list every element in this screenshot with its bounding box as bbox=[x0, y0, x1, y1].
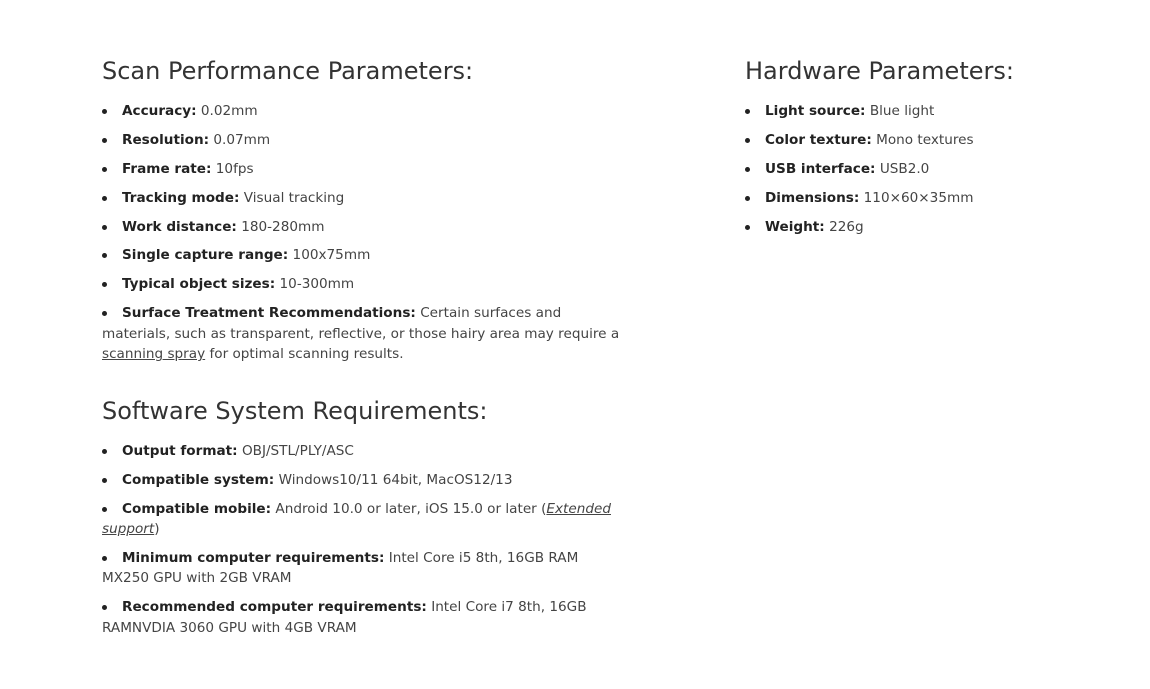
spec-label: Frame rate: bbox=[122, 160, 212, 177]
spec-label: Accuracy: bbox=[122, 103, 197, 119]
spec-label: USB interface: bbox=[765, 160, 876, 177]
spec-label: Weight: bbox=[765, 218, 825, 235]
spec-value: 226g bbox=[829, 218, 864, 235]
spec-label: Compatible mobile: bbox=[122, 500, 272, 517]
list-item-resolution bbox=[102, 130, 622, 151]
spec-label: Work distance: bbox=[122, 218, 237, 235]
spec-value: 180-280mm bbox=[241, 218, 325, 235]
spec-label: Resolution: bbox=[122, 131, 210, 148]
spec-label: Typical object sizes: bbox=[122, 276, 276, 293]
spec-value: OBJ/STL/PLY/ASC bbox=[241, 442, 354, 459]
spec-label: Output format: bbox=[122, 442, 238, 459]
spec-label: Compatible system: bbox=[122, 471, 275, 488]
list-item-accuracy bbox=[102, 101, 622, 122]
hardware-parameters-section bbox=[745, 55, 1105, 237]
list-item-work-distance bbox=[102, 217, 622, 238]
spec-label: Minimum computer requirements: bbox=[122, 549, 385, 566]
spec-label: Light source: bbox=[765, 103, 866, 119]
spec-value: Intel Core i5 8th, 16GB RAM MX250 GPU with 2GB VRAM bbox=[102, 549, 579, 587]
hardware-parameters-list bbox=[745, 101, 1105, 237]
hardware-parameters-heading: Hardware Parameters: bbox=[745, 57, 1014, 85]
spec-value: Intel Core i7 8th, 16GB RAMNVDIA 3060 GPU with 4GB VRAM bbox=[102, 599, 587, 636]
spec-value: Mono textures bbox=[876, 131, 974, 148]
software-requirements-section bbox=[102, 395, 622, 639]
list-item-compatible-mobile bbox=[102, 499, 622, 540]
list-item-object-sizes bbox=[102, 274, 622, 295]
list-item-frame-rate bbox=[102, 159, 622, 180]
list-item-output-format bbox=[102, 441, 622, 462]
spec-value: USB2.0 bbox=[879, 160, 930, 177]
spec-value: Blue light bbox=[869, 103, 935, 119]
left-column bbox=[102, 55, 622, 647]
list-item-surface-treatment bbox=[102, 303, 622, 365]
list-item-capture-range bbox=[102, 245, 622, 266]
list-item-compatible-system bbox=[102, 470, 622, 491]
spec-value: Windows10/11 64bit, MacOS12/13 bbox=[278, 471, 513, 488]
spec-label: Dimensions: bbox=[765, 189, 860, 206]
spec-value: 0.02mm bbox=[200, 103, 258, 119]
software-requirements-heading: Software System Requirements: bbox=[102, 396, 488, 425]
spec-label: Single capture range: bbox=[122, 247, 289, 264]
spec-value: 100x75mm bbox=[292, 247, 371, 264]
spec-label: Color texture: bbox=[765, 131, 872, 148]
list-item-recommended-requirements bbox=[102, 597, 622, 638]
spec-value: Visual tracking bbox=[243, 189, 345, 206]
spec-value: Android 10.0 or later, iOS 15.0 or later ( bbox=[275, 500, 547, 517]
scan-performance-list bbox=[102, 101, 622, 365]
list-item-dimensions bbox=[745, 188, 1105, 209]
scanning-spray-link[interactable]: scanning spray bbox=[102, 346, 206, 363]
spec-value: 10fps bbox=[215, 160, 254, 177]
right-column bbox=[745, 55, 1105, 245]
spec-label: Tracking mode: bbox=[122, 189, 240, 206]
spec-label: Recommended computer requirements: bbox=[122, 599, 427, 616]
spec-value-tail: ) bbox=[154, 521, 160, 538]
spec-value: Certain surfaces and materials, such as transparent, reflective, or those hairy area may require a bbox=[102, 305, 620, 342]
list-item-light-source bbox=[745, 101, 1105, 122]
scan-performance-section bbox=[102, 55, 622, 365]
spec-value: 110×60×35mm bbox=[863, 189, 974, 206]
spec-value: 10-300mm bbox=[279, 276, 355, 293]
spec-value: 0.07mm bbox=[213, 131, 271, 148]
extended-support-link[interactable]: Extended support bbox=[102, 500, 611, 538]
list-item-tracking-mode bbox=[102, 188, 622, 209]
spec-value-tail: for optimal scanning results. bbox=[209, 346, 404, 363]
list-item-weight bbox=[745, 217, 1105, 238]
list-item-usb-interface bbox=[745, 159, 1105, 180]
spec-label: Surface Treatment Recommendations: bbox=[122, 305, 416, 322]
software-requirements-list bbox=[102, 441, 622, 639]
scan-performance-heading: Scan Performance Parameters: bbox=[102, 57, 474, 85]
list-item-color-texture bbox=[745, 130, 1105, 151]
list-item-minimum-requirements bbox=[102, 548, 622, 589]
